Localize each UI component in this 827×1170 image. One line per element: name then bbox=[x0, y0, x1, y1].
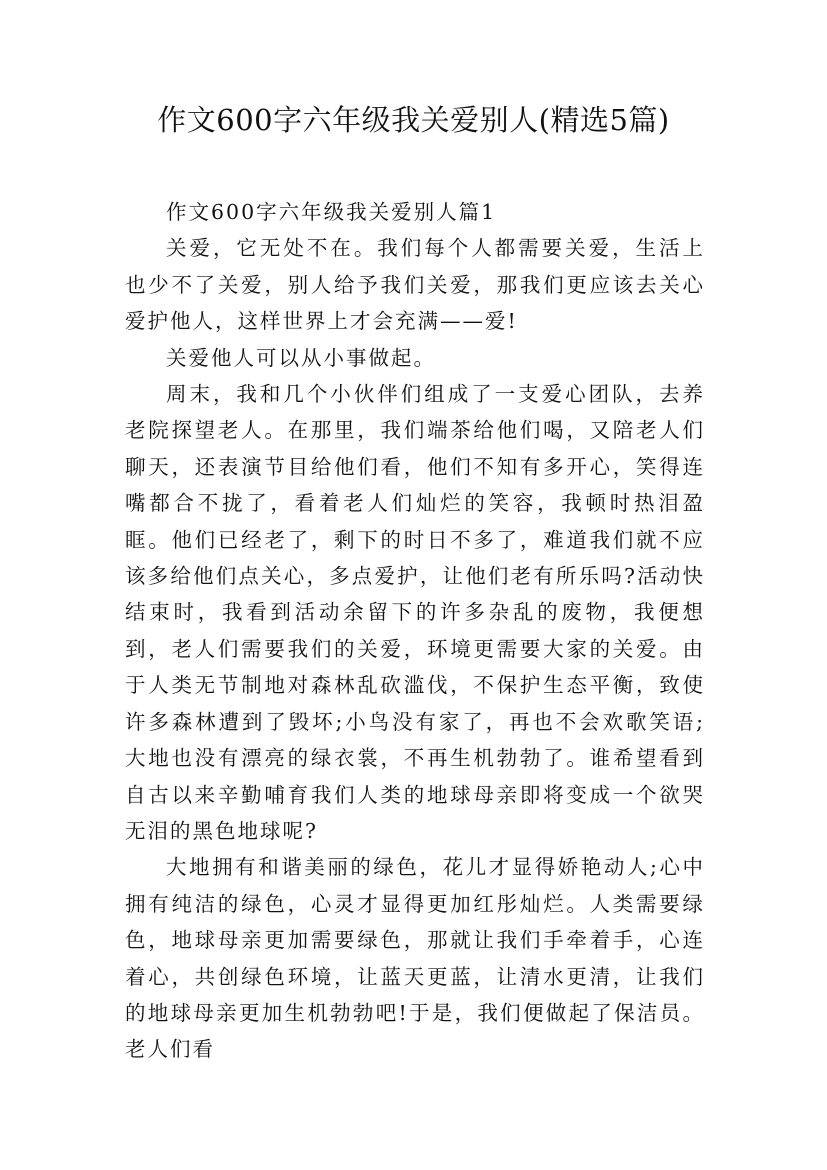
section-heading: 作文600字六年级我关爱别人篇1 bbox=[166, 200, 497, 224]
paragraph: 大地拥有和谐美丽的绿色，花儿才显得娇艳动人;心中拥有纯洁的绿色，心灵才显得更加红彤灿烂。人类需要绿色，地球母亲更加需要绿色，那就让我们手牵着手，心连着心，共创绿色环境，让蓝天更蓝，让清水更清，让我们的地球母亲更加生机勃勃吧!于是，我们便做起了保洁员。老人们看 bbox=[125, 855, 705, 1062]
paragraph: 关爱他人可以从小事做起。 bbox=[166, 345, 436, 370]
document-body bbox=[125, 194, 705, 1068]
paragraph: 关爱，它无处不在。我们每个人都需要关爱，生活上也少不了关爱，别人给予我们关爱，那我们更应该去关心爱护他人，这样世界上才会充满——爱! bbox=[125, 236, 705, 334]
paragraph: 周末，我和几个小伙伴们组成了一支爱心团队，去养老院探望老人。在那里，我们端茶给他们喝，又陪老人们聊天，还表演节目给他们看，他们不知有多开心，笑得连嘴都合不拢了，看着老人们灿烂的笑容，我顿时热泪盈眶。他们已经老了，剩下的时日不多了，难道我们就不应该多给他们点关心，多点爱护，让他们老有所乐吗?活动快结束时，我看到活动余留下的许多杂乱的废物，我便想到，老人们需要我们的关爱，环境更需要大家的关爱。由于人类无节制地对森林乱砍滥伐，不保护生态平衡，致使许多森林遭到了毁坏;小鸟没有家了，再也不会欢歌笑语;大地也没有漂亮的绿衣裳，不再生机勃勃了。谁希望看到自古以来辛勤哺育我们人类的地球母亲即将变成一个欲哭无泪的黑色地球呢? bbox=[125, 382, 705, 843]
document-title: 作文600字六年级我关爱别人(精选5篇) bbox=[157, 103, 670, 137]
